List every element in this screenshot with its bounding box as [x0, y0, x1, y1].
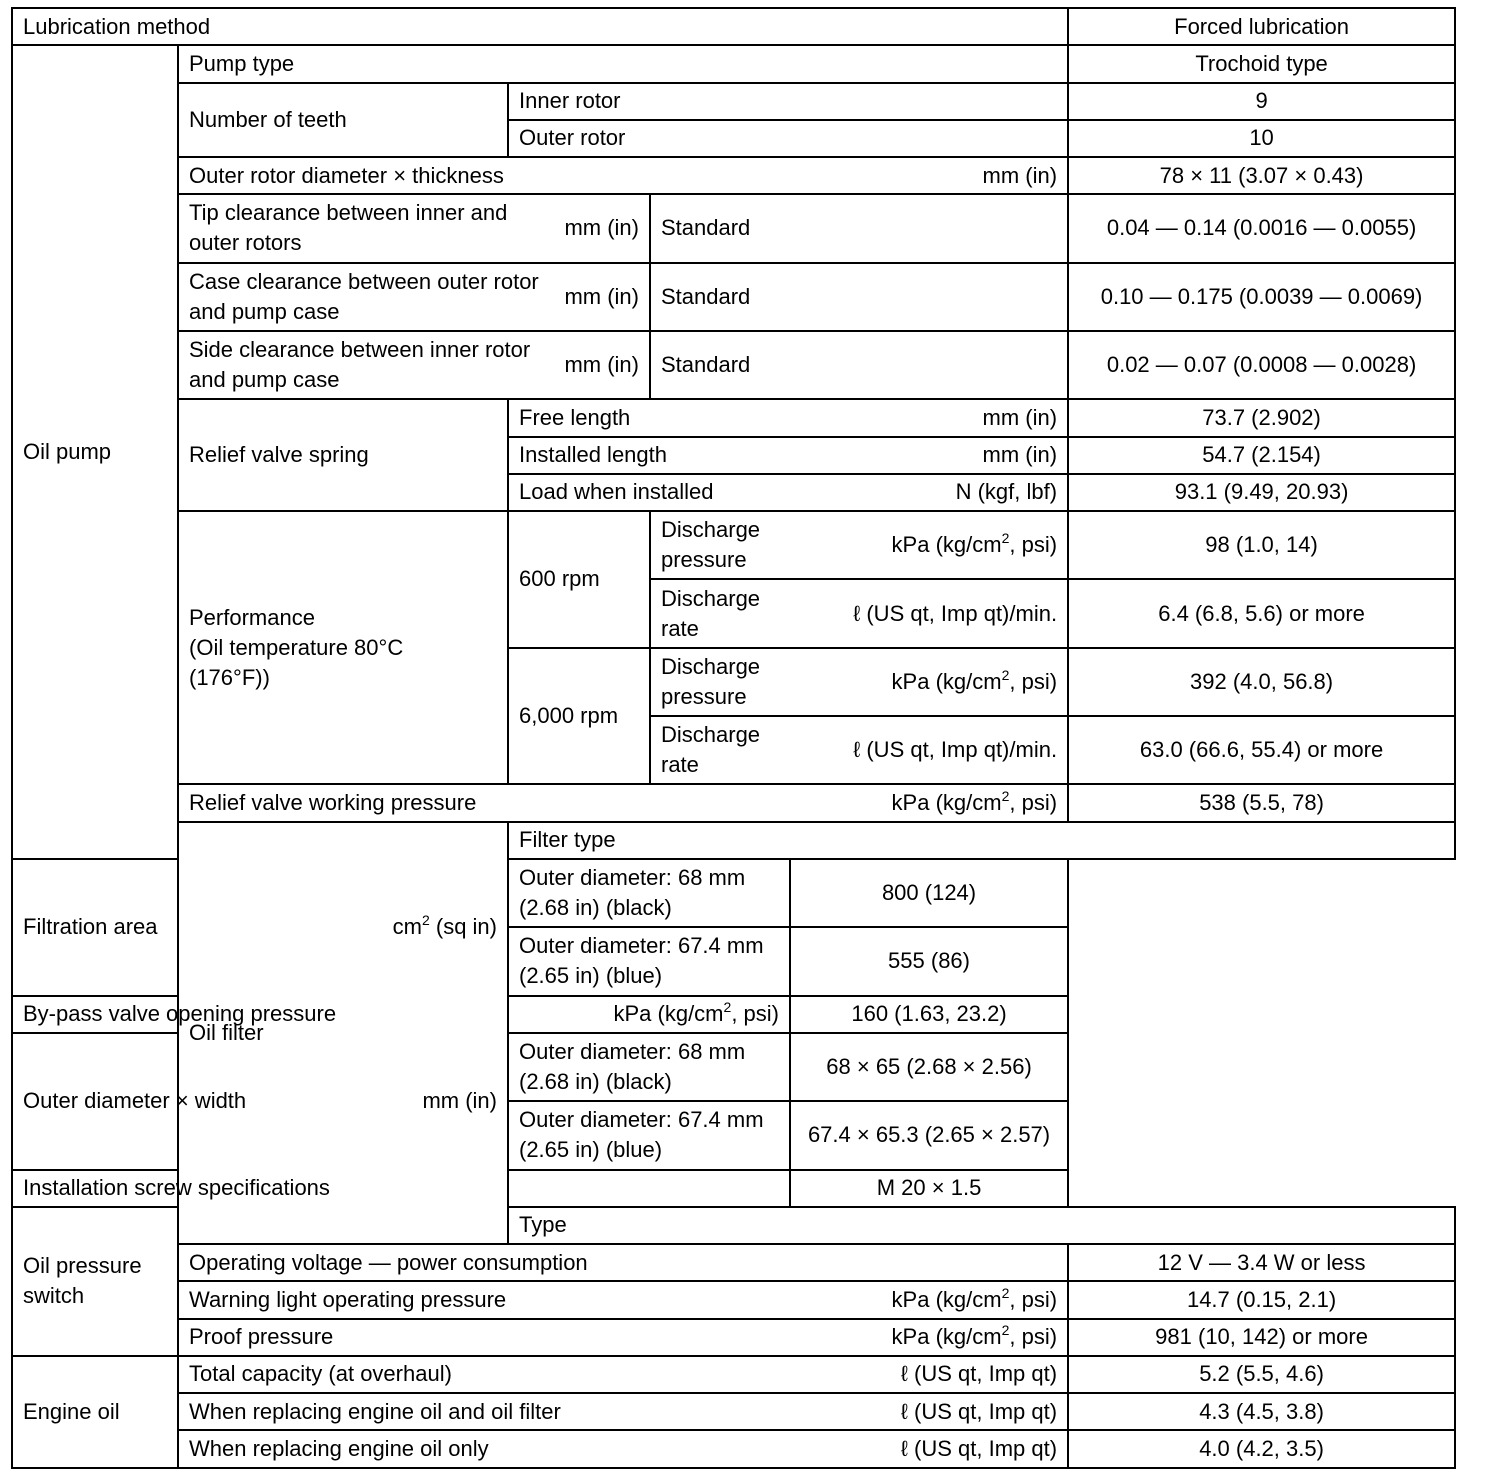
- rpm-6000-pressure-value: 392 (4.0, 56.8): [1068, 648, 1455, 716]
- tip-clearance-unit: mm (in): [564, 215, 639, 241]
- tip-clearance-value: 0.04 — 0.14 (0.0016 — 0.0055): [1068, 194, 1455, 262]
- oil-only-label: When replacing engine oil only: [189, 1436, 489, 1462]
- row-screw: [12, 1170, 1455, 1207]
- outer-rotor-size-value: 78 × 11 (3.07 × 0.43): [1068, 157, 1455, 194]
- relief-pressure-label: Relief valve working pressure: [189, 790, 477, 816]
- row-bypass: [12, 996, 1455, 1033]
- row-free-length: [12, 399, 1455, 436]
- filtration-area-label: Filtration area: [23, 914, 158, 940]
- installed-length-label: Installed length: [519, 442, 667, 468]
- side-clearance-value: 0.02 — 0.07 (0.0008 — 0.0028): [1068, 331, 1455, 399]
- outer-rotor-size-label: Outer rotor diameter × thickness: [189, 162, 504, 188]
- oil-only-value: 4.0 (4.2, 3.5): [1068, 1430, 1455, 1468]
- warning-pressure-cell: [178, 1281, 1068, 1318]
- size-black-label: Outer diameter: 68 mm (2.68 in) (black): [508, 1033, 790, 1101]
- tip-clearance-kind: Standard: [650, 194, 1068, 262]
- case-clearance-kind: Standard: [650, 263, 1068, 331]
- switch-type-label: Type: [508, 1207, 1455, 1244]
- tip-clearance-label: Tip clearance between inner and outer rotors: [189, 200, 508, 256]
- row-side-clearance: [12, 331, 1455, 399]
- case-clearance-cell: [178, 263, 650, 331]
- inner-rotor-value: 9: [1068, 83, 1455, 120]
- load-installed-value: 93.1 (9.49, 20.93): [1068, 474, 1455, 511]
- oil-pump-label: Oil pump: [12, 45, 178, 859]
- row-filter-type: [12, 822, 1455, 859]
- rpm-6000-rate-unit: ℓ (US qt, Imp qt)/min.: [853, 737, 1058, 763]
- proof-pressure-value: 981 (10, 142) or more: [1068, 1319, 1455, 1356]
- relief-pressure-cell: [178, 784, 1068, 821]
- rpm-6000-rate-label: Discharge rate: [661, 722, 761, 778]
- lubrication-method-value: Forced lubrication: [1068, 8, 1455, 45]
- installed-length-cell: [508, 437, 1068, 474]
- bypass-unit: kPa ($kg/cm^2$, psi): [613, 998, 779, 1027]
- bypass-cell: [12, 996, 790, 1033]
- filter-size-label: Outer diameter × width: [23, 1088, 247, 1114]
- side-clearance-label: Side clearance between inner rotor and pump case: [189, 337, 531, 393]
- performance-label: [178, 511, 508, 784]
- free-length-unit: mm (in): [982, 404, 1058, 430]
- filter-size-unit: mm (in): [422, 1088, 497, 1114]
- side-clearance-cell: [178, 331, 650, 399]
- rpm-6000-rate-value: 63.0 (66.6, 55.4) or more: [1068, 716, 1455, 784]
- proof-pressure-unit: kPa ($kg/cm^2$, psi): [891, 1321, 1058, 1350]
- row-tip-clearance: [12, 194, 1455, 262]
- outer-rotor-size-cell: [178, 157, 1068, 194]
- row-case-clearance: [12, 263, 1455, 331]
- warning-pressure-value: 14.7 (0.15, 2.1): [1068, 1281, 1455, 1318]
- free-length-cell: [508, 399, 1068, 436]
- oil-only-unit: ℓ (US qt, Imp qt): [900, 1436, 1058, 1462]
- oil-and-filter-label: When replacing engine oil and oil filter: [189, 1398, 561, 1424]
- load-installed-label: Load when installed: [519, 479, 714, 505]
- pressure-switch-label: Oil pressure switch: [12, 1207, 178, 1356]
- relief-pressure-unit: kPa ($kg/cm^2$, psi): [891, 787, 1058, 816]
- inner-rotor-label: Inner rotor: [508, 83, 1068, 120]
- installed-length-unit: mm (in): [982, 442, 1058, 468]
- rpm-600-pressure-cell: [650, 511, 1068, 579]
- performance-line1: Performance: [189, 604, 315, 630]
- lubrication-spec-table: [11, 7, 1456, 1469]
- rpm-6000-pressure-cell: [650, 648, 1068, 716]
- warning-pressure-unit: kPa ($kg/cm^2$, psi): [891, 1284, 1058, 1312]
- total-capacity-value: 5.2 (5.5, 4.6): [1068, 1356, 1455, 1393]
- row-oil-only: [12, 1430, 1455, 1468]
- load-installed-unit: N (kgf, lbf): [955, 479, 1058, 505]
- oil-and-filter-value: 4.3 (4.5, 3.8): [1068, 1393, 1455, 1430]
- size-blue-value: 67.4 × 65.3 (2.65 × 2.57): [790, 1101, 1068, 1169]
- installed-length-value: 54.7 (2.154): [1068, 437, 1455, 474]
- case-clearance-value: 0.10 — 0.175 (0.0039 — 0.0069): [1068, 263, 1455, 331]
- number-of-teeth-label: Number of teeth: [178, 83, 508, 158]
- row-lubrication-method: [12, 8, 1455, 45]
- relief-spring-label: Relief valve spring: [178, 399, 508, 511]
- rpm-6000-label: 6,000 rpm: [508, 648, 650, 785]
- filter-type-label: Filter type: [508, 822, 1455, 859]
- voltage-value: 12 V — 3.4 W or less: [1068, 1244, 1455, 1281]
- bypass-label: By-pass valve opening pressure: [23, 1001, 337, 1027]
- rpm-600-pressure-unit: kPa ($kg/cm^2$, psi): [891, 529, 1058, 558]
- area-blue-label: Outer diameter: 67.4 mm (2.65 in) (blue): [508, 927, 790, 995]
- load-installed-cell: [508, 474, 1068, 511]
- pump-type-label: Pump type: [178, 45, 1068, 82]
- row-relief-pressure: [12, 784, 1455, 821]
- outer-rotor-size-unit: mm (in): [982, 162, 1058, 188]
- row-inner-rotor: [12, 83, 1455, 120]
- total-capacity-cell: [178, 1356, 1068, 1393]
- area-blue-value: 555 (86): [790, 927, 1068, 995]
- bypass-value: 160 (1.63, 23.2): [790, 996, 1068, 1033]
- row-warning-pressure: [12, 1281, 1455, 1318]
- row-total-capacity: [12, 1356, 1455, 1393]
- performance-line3: (176°F)): [189, 664, 270, 690]
- filtration-area-unit: $cm^2$ (sq in): [392, 911, 497, 940]
- size-black-value: 68 × 65 (2.68 × 2.56): [790, 1033, 1068, 1101]
- performance-line2: (Oil temperature 80°C: [189, 634, 404, 660]
- row-proof-pressure: [12, 1319, 1455, 1356]
- oil-only-cell: [178, 1430, 1068, 1468]
- tip-clearance-cell: [178, 194, 650, 262]
- proof-pressure-label: Proof pressure: [189, 1324, 334, 1350]
- side-clearance-kind: Standard: [650, 331, 1068, 399]
- case-clearance-label: Case clearance between outer rotor and pump case: [189, 268, 539, 324]
- filter-size-cell: [12, 1033, 508, 1170]
- rpm-600-pressure-value: 98 (1.0, 14): [1068, 511, 1455, 579]
- side-clearance-unit: mm (in): [564, 352, 639, 378]
- oil-and-filter-unit: ℓ (US qt, Imp qt): [900, 1398, 1058, 1424]
- voltage-label: Operating voltage — power consumption: [178, 1244, 1068, 1281]
- area-black-label: Outer diameter: 68 mm (2.68 in) (black): [508, 859, 790, 927]
- rpm-6000-pressure-unit: kPa ($kg/cm^2$, psi): [891, 666, 1058, 694]
- rpm-600-pressure-label: Discharge pressure: [661, 517, 761, 573]
- outer-rotor-label: Outer rotor: [508, 120, 1068, 157]
- screw-label: Installation screw specifications: [12, 1170, 790, 1207]
- size-blue-label: Outer diameter: 67.4 mm (2.65 in) (blue): [508, 1101, 790, 1169]
- row-area-black: [12, 859, 1455, 927]
- warning-pressure-label: Warning light operating pressure: [189, 1286, 507, 1312]
- relief-pressure-value: 538 (5.5, 78): [1068, 784, 1455, 821]
- oil-filter-label: Oil filter: [178, 822, 508, 1244]
- row-pump-type: [12, 45, 1455, 82]
- case-clearance-unit: mm (in): [564, 283, 639, 309]
- row-oil-and-filter: [12, 1393, 1455, 1430]
- rpm-600-rate-unit: ℓ (US qt, Imp qt)/min.: [853, 600, 1058, 626]
- row-voltage: [12, 1244, 1455, 1281]
- free-length-label: Free length: [519, 404, 631, 430]
- screw-value: M 20 × 1.5: [790, 1170, 1068, 1207]
- engine-oil-label: Engine oil: [12, 1356, 178, 1468]
- rpm-600-label: 600 rpm: [508, 511, 650, 648]
- row-600-pressure: [12, 511, 1455, 579]
- area-black-value: 800 (124): [790, 859, 1068, 927]
- free-length-value: 73.7 (2.902): [1068, 399, 1455, 436]
- lubrication-method-label: Lubrication method: [12, 8, 1068, 45]
- oil-and-filter-cell: [178, 1393, 1068, 1430]
- rpm-6000-pressure-label: Discharge pressure: [661, 653, 761, 709]
- filtration-area-cell: [12, 859, 508, 996]
- row-outer-rotor-size: [12, 157, 1455, 194]
- proof-pressure-cell: [178, 1319, 1068, 1356]
- rpm-600-rate-label: Discharge rate: [661, 585, 761, 641]
- rpm-600-rate-value: 6.4 (6.8, 5.6) or more: [1068, 579, 1455, 647]
- pump-type-value: Trochoid type: [1068, 45, 1455, 82]
- rpm-6000-rate-cell: [650, 716, 1068, 784]
- total-capacity-label: Total capacity (at overhaul): [189, 1361, 452, 1387]
- outer-rotor-value: 10: [1068, 120, 1455, 157]
- total-capacity-unit: ℓ (US qt, Imp qt): [900, 1361, 1058, 1387]
- rpm-600-rate-cell: [650, 579, 1068, 647]
